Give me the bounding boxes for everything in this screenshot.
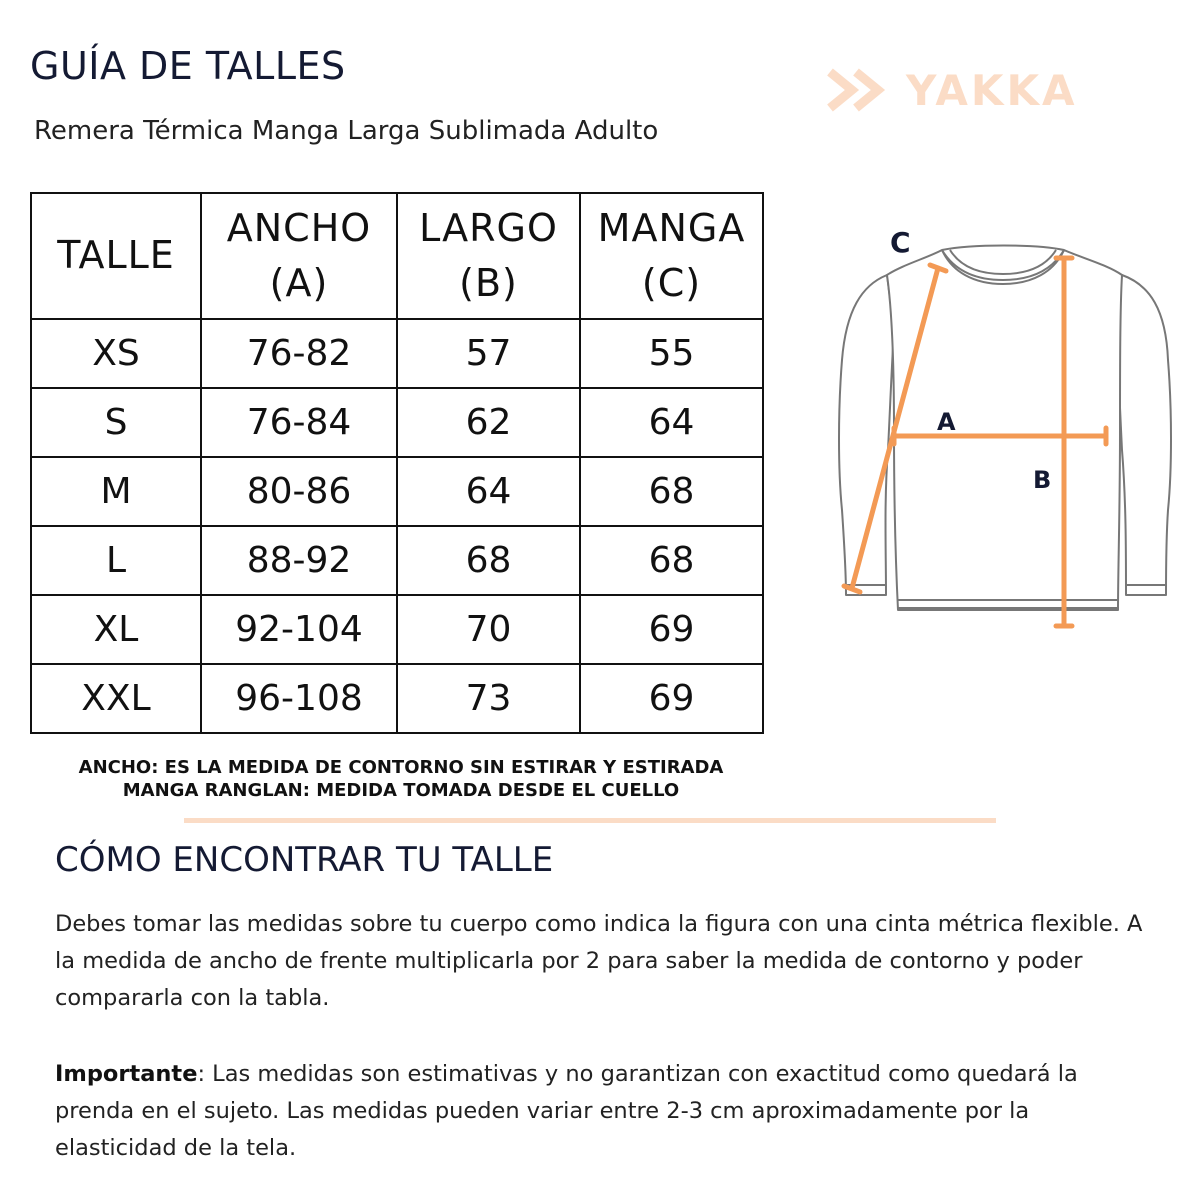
ancho-cell: 76-84 <box>201 388 397 457</box>
largo-cell: 70 <box>397 595 580 664</box>
brand-logo <box>826 62 1122 118</box>
header-largo <box>397 193 580 319</box>
size-cell: XL <box>31 595 201 664</box>
label-b: B <box>1033 466 1052 494</box>
header-ancho-label: ANCHO <box>226 205 372 250</box>
size-cell: M <box>31 457 201 526</box>
ancho-cell: 92-104 <box>201 595 397 664</box>
ancho-cell: 76-82 <box>201 319 397 388</box>
largo-cell: 73 <box>397 664 580 733</box>
note-ancho: ANCHO: ES LA MEDIDA DE CONTORNO SIN ESTIRAR Y ESTIRADA <box>78 757 724 778</box>
header-talle <box>31 193 201 319</box>
table-row <box>31 457 763 526</box>
how-to-paragraph: Debes tomar las medidas sobre tu cuerpo como indica la figura con una cinta métrica flexible. A la medida de ancho de frente multiplicarla por 2 para saber la medida de contorno y poder compararla con la tabla. <box>55 911 1143 1011</box>
manga-cell: 68 <box>580 457 763 526</box>
logo-text: YAKKA <box>906 66 1078 115</box>
label-a: A <box>937 408 956 436</box>
size-cell: XXL <box>31 664 201 733</box>
measurement-notes <box>30 756 772 802</box>
header-manga <box>580 193 763 319</box>
header-talle-label: TALLE <box>57 233 175 278</box>
important-text: : Las medidas son estimativas y no garantizan con exactitud como quedará la prenda en el sujeto. Las medidas pueden variar entre 2-3 cm aproximadamente por la elasticidad de la tela. <box>55 1061 1078 1161</box>
table-row <box>31 595 763 664</box>
manga-cell: 68 <box>580 526 763 595</box>
page-title: GUÍA DE TALLES <box>30 44 346 88</box>
shirt-measurement-diagram <box>832 210 1192 660</box>
table-row <box>31 388 763 457</box>
shirt-outline-icon <box>839 246 1171 611</box>
table-row <box>31 664 763 733</box>
size-table <box>30 192 764 734</box>
manga-cell: 69 <box>580 664 763 733</box>
how-to-heading: CÓMO ENCONTRAR TU TALLE <box>55 840 554 880</box>
ancho-cell: 80-86 <box>201 457 397 526</box>
largo-cell: 68 <box>397 526 580 595</box>
table-row <box>31 319 763 388</box>
header-ancho <box>201 193 397 319</box>
note-manga: MANGA RANGLAN: MEDIDA TOMADA DESDE EL CUELLO <box>122 780 680 801</box>
important-label: Importante <box>55 1061 198 1087</box>
logo-chevron-icon <box>826 62 896 118</box>
label-c: C <box>890 226 911 259</box>
important-paragraph <box>55 1056 1145 1167</box>
section-divider <box>184 818 996 823</box>
ancho-cell: 96-108 <box>201 664 397 733</box>
header-largo-label: LARGO <box>419 205 558 250</box>
product-subtitle: Remera Térmica Manga Larga Sublimada Adulto <box>34 116 659 146</box>
largo-cell: 62 <box>397 388 580 457</box>
size-cell: L <box>31 526 201 595</box>
header-manga-code: (C) <box>641 261 702 305</box>
ancho-cell: 88-92 <box>201 526 397 595</box>
manga-cell: 55 <box>580 319 763 388</box>
header-manga-label: MANGA <box>597 205 746 250</box>
header-ancho-code: (A) <box>269 261 329 305</box>
header-largo-code: (B) <box>459 261 518 305</box>
largo-cell: 57 <box>397 319 580 388</box>
size-cell: XS <box>31 319 201 388</box>
table-row <box>31 526 763 595</box>
table-header-row <box>31 193 763 319</box>
manga-cell: 69 <box>580 595 763 664</box>
size-cell: S <box>31 388 201 457</box>
manga-cell: 64 <box>580 388 763 457</box>
largo-cell: 64 <box>397 457 580 526</box>
